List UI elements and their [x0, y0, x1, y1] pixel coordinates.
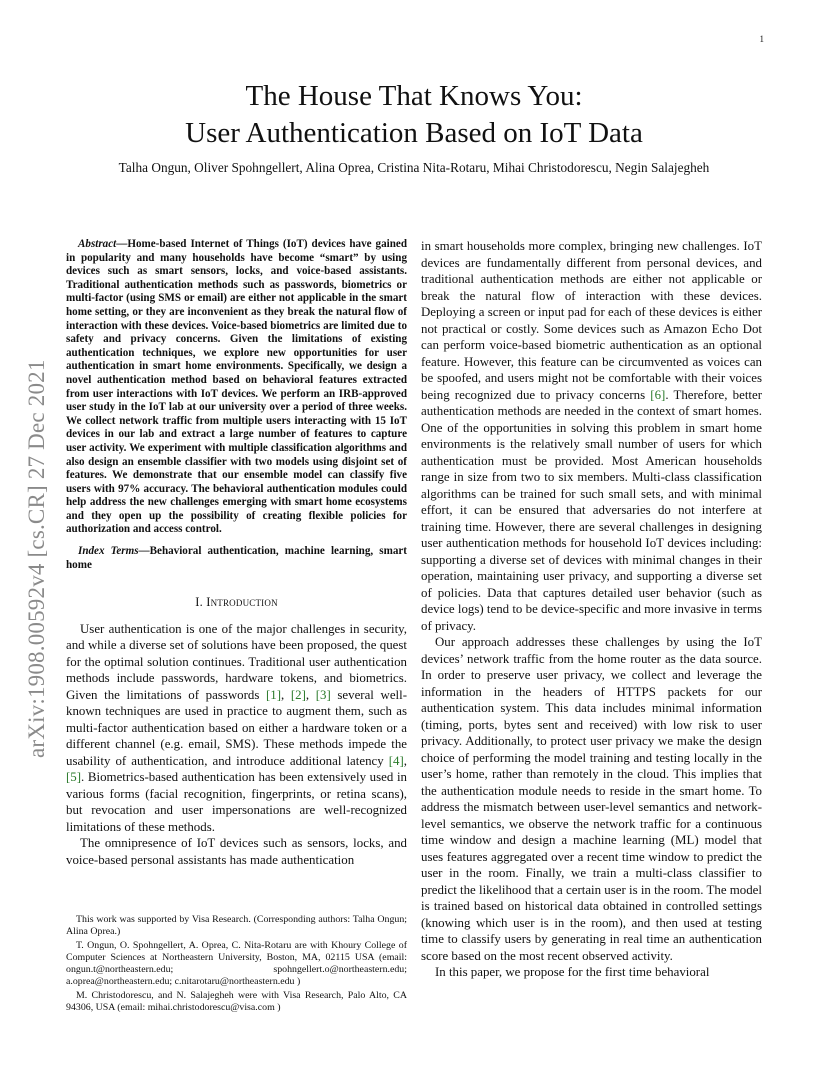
intro-paragraph-continued: [421, 238, 762, 634]
citation-link-4[interactable]: [4]: [388, 753, 404, 768]
arxiv-identifier-stamp: arXiv:1908.00592v4 [cs.CR] 27 Dec 2021: [24, 359, 49, 758]
text-run: several well-known techniques are used in practice to augment them, such as multi-factor authentication based on either a hardware token or a different channel (e.g. email, SMS). These methods impede the usability of authentication, and introduce additional latency: [66, 687, 407, 768]
text-run: ,: [403, 753, 407, 768]
section-number: I.: [195, 595, 207, 610]
index-terms-label: Index Terms: [78, 545, 139, 558]
right-column: [421, 238, 762, 981]
text-run: ,: [280, 687, 291, 702]
intro-paragraph-2: The omnipresence of IoT devices such as sensors, locks, and voice-based personal assistants has made authentication: [66, 836, 407, 867]
text-run: ,: [305, 687, 316, 702]
intro-paragraph-proposal: In this paper, we propose for the first time behavioral: [435, 965, 710, 979]
section-heading-introduction: [66, 594, 407, 611]
abstract: [66, 238, 407, 537]
author-list: Talha Ongun, Oliver Spohngellert, Alina Oprea, Cristina Nita-Rotaru, Mihai Christodorescu, Negin Salajegheh: [118, 160, 710, 175]
intro-paragraph-1: [66, 621, 407, 836]
citation-link-1[interactable]: [1]: [265, 687, 281, 702]
section-title: Introduction: [206, 595, 278, 610]
footnote-northeastern-affiliation: T. Ongun, O. Spohngellert, A. Oprea, C. Nita-Rotaru are with Khoury College of Computer Sciences at Northeastern University, Boston, MA, 02115 USA (email: ongun.t@northeastern.edu; spohngellert.o@northeastern.edu; a.oprea@northeastern.edu; c.nitarotaru@northeastern.edu ): [66, 939, 407, 988]
text-run: User authentication is one of the major challenges in security, and while a diverse set of solutions have been proposed, the quest for the optimal solution continues. Traditional user authentication methods include passwords, hardware tokens, and biometrics. Given the limitations of passwords: [66, 621, 407, 702]
index-terms: [66, 545, 407, 572]
footnote-funding: This work was supported by Visa Research. (Corresponding authors: Talha Ongun; Alina Oprea.): [66, 914, 407, 938]
citation-link-6[interactable]: [6]: [650, 387, 666, 402]
citation-link-5[interactable]: [5]: [66, 770, 82, 785]
paper-title-line-1: The House That Knows You:: [245, 80, 583, 112]
footnote-visa-affiliation: M. Christodorescu, and N. Salajegheh were with Visa Research, Palo Alto, CA 94306, USA (email: mihai.christodorescu@visa.com ): [66, 989, 407, 1014]
index-terms-text: —Behavioral authentication, machine learning, smart home: [66, 545, 407, 571]
text-run: . Therefore, better authentication methods are needed in the context of smart homes. One of the opportunities in solving this problem in smart home environments is the relatively small number of users for which authentication must be provided. Most American households range in size from two to six members. Multi-class classification algorithms can be trained for such small sets, and with minimal effort, it can be ensured that adversaries do not interfere at training time. However, there are several challenges in designing user authentication methods for household IoT devices including: supporting a diverse set of devices with minimal changes in their operation, maintaining user privacy, and supporting a diverse set of policies. Data that captures detailed user behavior (such as device logs) tend to be device-specific and more invasive in terms of privacy.: [421, 387, 763, 633]
paper-title: [64, 78, 764, 152]
text-run: in smart households more complex, bringing new challenges. IoT devices are fundamentally different from personal devices, and traditional authentication methods are either not applicable or break the natural flow of interaction with these devices. Deploying a screen or input pad for each of these devices is either not practical or costly. Some devices such as Amazon Echo Dot can perform voice-based biometric authentication as an optional feature. However, this feature can be circumvented as voices can be spoofed, and users might not be comfortable with their voices being recognized due to privacy concerns: [421, 239, 762, 402]
footnotes: [66, 914, 407, 1015]
abstract-label: Abstract: [78, 238, 117, 250]
citation-link-2[interactable]: [2]: [290, 687, 306, 702]
intro-paragraph-approach: Our approach addresses these challenges by using the IoT devices’ network traffic from the home router as the data source. In order to preserve user privacy, we collect and leverage the information in the headers of HTTPS packets for our authentication system. This data includes minimal information (timing, ports, bytes sent and received) with low risk to user privacy. Additionally, to protect user privacy we make the design choice of performing the model training and testing locally in the user’s home, rather than remotely in the cloud. This implies that the authentication module needs to reside in the smart home. To address the mismatch between user-level semantics and network-level semantics, we observe the network traffic for a continuous time window and design a machine learning (ML) model that uses features aggregated over a recent time window to predict the user in the room. Finally, we train a multi-class classifier to predict the likelihood that a certain user is in the room. The model is trained based on historical data obtained in controlled settings (knowing which user is in the room), and then used at testing time to classify users by generating in real time an authentication score based on the most recent observed activity.: [421, 635, 762, 963]
left-column: [66, 238, 407, 868]
page-number: 1: [759, 34, 764, 44]
text-run: . Biometrics-based authentication has been extensively used in various forms (facial recognition, fingerprints, or retina scans), but revocation and user impersonations are well-recognized limitations of these methods.: [66, 770, 407, 834]
paper-title-line-2: User Authentication Based on IoT Data: [185, 117, 643, 149]
abstract-text: —Home-based Internet of Things (IoT) devices have gained in popularity and many households have become “smart” by using devices such as smart sensors, locks, and voice-based assistants. Traditional authentication methods such as passwords, biometrics or multi-factor (using SMS or email) are either not applicable in the smart home setting, or they are inconvenient as they break the natural flow of interaction with these devices. Voice-based biometrics are limited due to safety and privacy concerns. Given the limitations of existing authentication techniques, we explore new opportunities for user authentication in smart home environments. Specifically, we design a novel authentication method based on behavioral features extracted from user interactions with IoT devices. We perform an IRB-approved user study in the IoT lab at our university over a period of three weeks. We collect network traffic from multiple users interacting with 15 IoT devices in our lab and extract a large number of features to capture user activity. We experiment with multiple classification algorithms and also design an ensemble classifier with two models using disjoint set of features. We demonstrate that our ensemble model can classify five users with 97% accuracy. The behavioral authentication modules could help address the new challenges emerging with smart home ecosystems and they open up the possibility of creating flexible policies for authorization and access control.: [66, 238, 407, 536]
citation-link-3[interactable]: [3]: [315, 687, 331, 702]
